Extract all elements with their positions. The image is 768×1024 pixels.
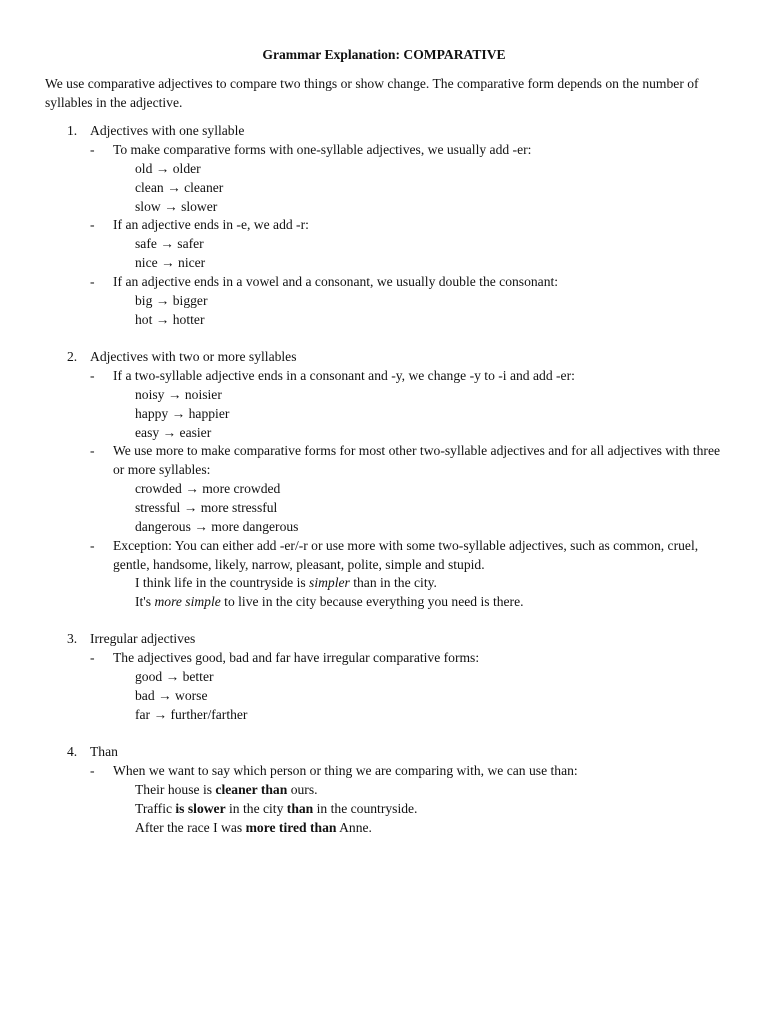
example-line: crowded → more crowded xyxy=(135,481,281,496)
example-line: bad → worse xyxy=(135,688,208,703)
bold-term: cleaner than xyxy=(215,782,288,797)
example-sentence: It's more simple to live in the city because everything you need is there. xyxy=(135,594,524,609)
rule-text: If a two-syllable adjective ends in a consonant and -y, we change -y to -i and add -er: xyxy=(113,368,575,383)
bullet-dash: - xyxy=(90,142,95,157)
bold-term: more tired than xyxy=(245,820,337,835)
bullet-dash: - xyxy=(90,274,95,289)
example-line: nice → nicer xyxy=(135,255,206,270)
rule-text: When we want to say which person or thing we are comparing with, we can use than: xyxy=(113,763,578,778)
bullet-dash: - xyxy=(90,763,95,778)
section-number: 1. xyxy=(67,123,78,138)
rule-text: To make comparative forms with one-syllable adjectives, we usually add -er: xyxy=(113,142,532,157)
example-line: far → further/farther xyxy=(135,707,248,722)
example-line: hot → hotter xyxy=(135,312,205,327)
bullet-dash: - xyxy=(90,650,95,665)
section-number: 3. xyxy=(67,631,78,646)
rule-text: We use more to make comparative forms for most other two-syllable adjectives and for all adjectives with three or more syllables: xyxy=(113,443,721,477)
bullet-dash: - xyxy=(90,538,95,553)
example-line: good → better xyxy=(135,669,214,684)
section-number: 2. xyxy=(67,349,78,364)
bullet-dash: - xyxy=(90,443,95,458)
example-line: dangerous → more dangerous xyxy=(135,519,299,534)
example-line: safe → safer xyxy=(135,236,204,251)
example-sentence: Their house is cleaner than ours. xyxy=(135,782,318,797)
bold-term: is slower xyxy=(175,801,226,816)
bullet-dash: - xyxy=(90,217,95,232)
intro-paragraph: We use comparative adjectives to compare two things or show change. The comparative form depends on the number of syllables in the adjective. xyxy=(45,76,699,110)
italic-term: simpler xyxy=(309,575,350,590)
example-line: easy → easier xyxy=(135,425,212,440)
example-line: noisy → noisier xyxy=(135,387,222,402)
rule-text: Exception: You can either add -er/-r or use more with some two-syllable adjectives, such as common, cruel, gentle, handsome, likely, narrow, pleasant, polite, simple and stupid. xyxy=(113,538,699,572)
rule-text: The adjectives good, bad and far have irregular comparative forms: xyxy=(113,650,480,665)
section-heading: Irregular adjectives xyxy=(90,631,196,646)
page-title: Grammar Explanation: COMPARATIVE xyxy=(262,47,506,62)
section-heading: Than xyxy=(90,744,118,759)
rule-text: If an adjective ends in -e, we add -r: xyxy=(113,217,309,232)
example-sentence: After the race I was more tired than Anne. xyxy=(135,820,372,835)
example-line: big → bigger xyxy=(135,293,208,308)
example-line: slow → slower xyxy=(135,199,218,214)
example-sentence: Traffic is slower in the city than in the countryside. xyxy=(135,801,418,816)
rule-text: If an adjective ends in a vowel and a consonant, we usually double the consonant: xyxy=(113,274,559,289)
bold-term: than xyxy=(286,801,314,816)
example-line: stressful → more stressful xyxy=(135,500,278,515)
example-sentence: I think life in the countryside is simpler than in the city. xyxy=(135,575,437,590)
section-heading: Adjectives with two or more syllables xyxy=(90,349,297,364)
example-line: happy → happier xyxy=(135,406,230,421)
section-heading: Adjectives with one syllable xyxy=(90,123,245,138)
example-line: clean → cleaner xyxy=(135,180,224,195)
bullet-dash: - xyxy=(90,368,95,383)
section-number: 4. xyxy=(67,744,78,759)
example-line: old → older xyxy=(135,161,201,176)
italic-term: more simple xyxy=(154,594,221,609)
